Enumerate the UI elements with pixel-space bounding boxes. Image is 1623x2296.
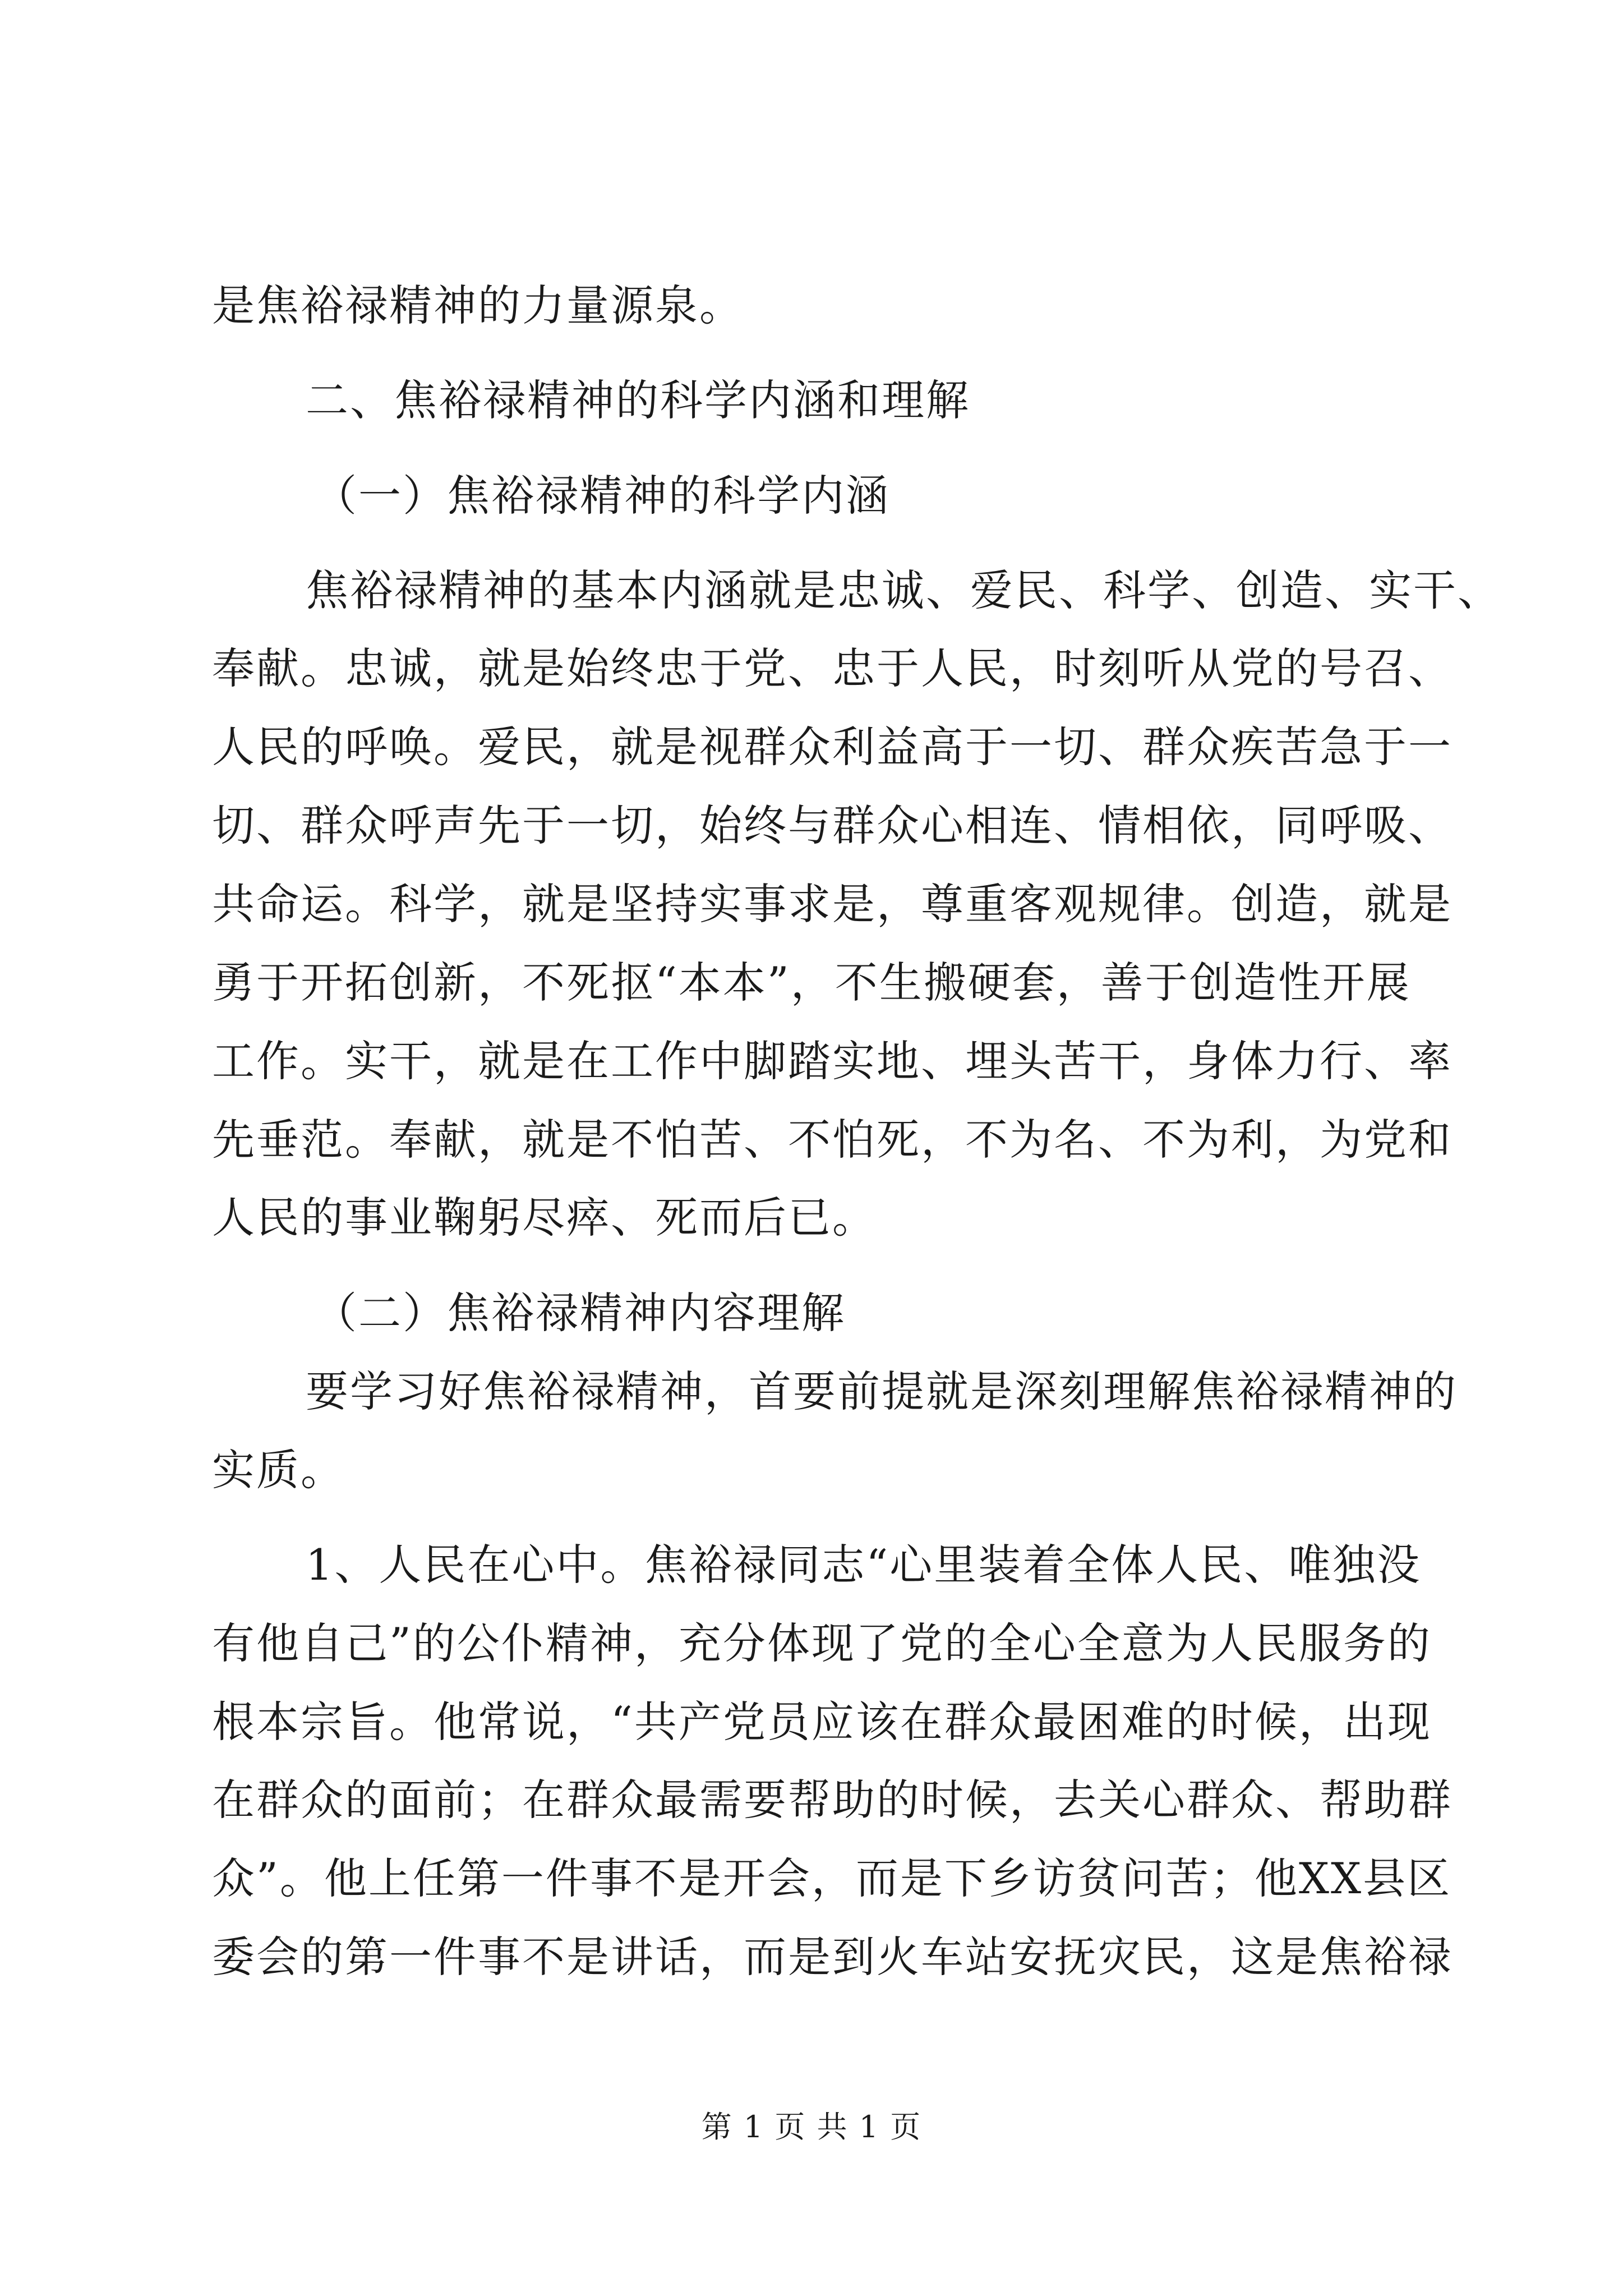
text-line: 人民的事业鞠躬尽瘁、死而后已。 (212, 1193, 877, 1243)
text-line: 工作。实干，就是在工作中脚踏实地、埋头苦干，身体力行、率 (212, 1036, 1453, 1086)
text-line: 奉献。忠诚，就是始终忠于党、忠于人民，时刻听从党的号召、 (212, 643, 1453, 693)
text-line: 委会的第一件事不是讲话，而是到火车站安抚灾民，这是焦裕禄 (212, 1932, 1453, 1982)
text-line: 共命运。科学，就是坚持实事求是，尊重客观规律。创造，就是 (212, 879, 1453, 929)
page-footer: 第 1 页 共 1 页 (701, 2109, 922, 2145)
text-line: 要学习好焦裕禄精神，首要前提就是深刻理解焦裕禄精神的 (306, 1366, 1458, 1416)
text-line: 有他自己”的公仆精神，充分体现了党的全心全意为人民服务的 (212, 1618, 1432, 1668)
text-line: 在群众的面前；在群众最需要帮助的时候，去关心群众、帮助群 (212, 1775, 1453, 1825)
text-line: 众”。他上任第一件事不是开会，而是下乡访贫问苦；他XX县区 (212, 1853, 1452, 1903)
subsection-heading: （一）焦裕禄精神的科学内涵 (314, 471, 890, 521)
text-line: 1、人民在心中。焦裕禄同志“心里装着全体人民、唯独没 (306, 1540, 1422, 1590)
text-line: 根本宗旨。他常说，“共产党员应该在群众最困难的时候，出现 (212, 1697, 1432, 1747)
text-line: 是焦裕禄精神的力量源泉。 (212, 280, 744, 330)
text-line: 先垂范。奉献，就是不怕苦、不怕死，不为名、不为利，为党和 (212, 1115, 1453, 1165)
text-line: 勇于开拓创新，不死抠“本本”，不生搬硬套，善于创造性开展 (212, 958, 1411, 1007)
text-line: 切、群众呼声先于一切，始终与群众心相连、情相依，同呼吸、 (212, 800, 1453, 850)
subsection-heading: （二）焦裕禄精神内容理解 (314, 1288, 846, 1338)
text-line: 焦裕禄精神的基本内涵就是忠诚、爱民、科学、创造、实干、 (306, 565, 1502, 615)
text-line: 人民的呼唤。爱民，就是视群众利益高于一切、群众疾苦急于一 (212, 722, 1453, 772)
text-line: 实质。 (212, 1445, 345, 1495)
section-heading: 二、焦裕禄精神的科学内涵和理解 (306, 375, 970, 425)
